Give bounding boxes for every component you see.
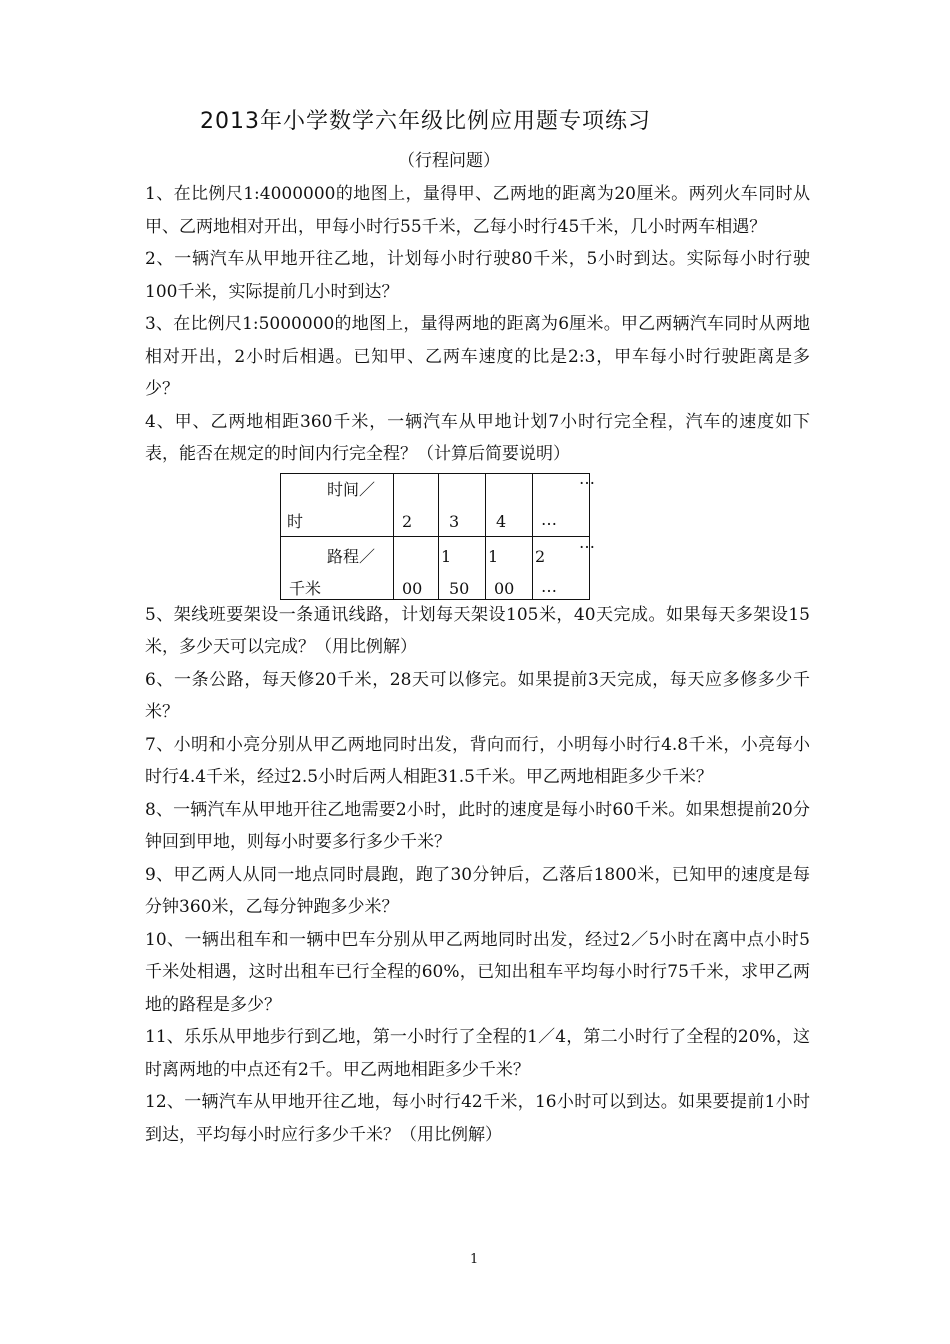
- table-cell: 2 …: [533, 536, 590, 599]
- problem-7: 7、小明和小亮分别从甲乙两地同时出发，背向而行，小明每小时行4.8千米，小亮每小时行4.4千米，经过2.5小时后两人相距31.5千米。甲乙两地相距多少千米？: [145, 734, 810, 787]
- problem-10: 10、一辆出租车和一辆中巴车分别从甲乙两地同时出发，经过2／5小时在离中点小时5千米处相遇，这时出租车已行全程的60%，已知出租车平均每小时行75千米，求甲乙两地的路程是多少？: [145, 929, 810, 1015]
- problem-list: [145, 178, 810, 1151]
- table-cell: 1 00: [486, 536, 533, 599]
- table-row-time: [281, 473, 590, 536]
- speed-table: [280, 473, 590, 600]
- table-cell: 3: [439, 473, 486, 536]
- table-cell: 2: [394, 473, 439, 536]
- problem-9: 9、甲乙两人从同一地点同时晨跑，跑了30分钟后，乙落后1800米，已知甲的速度是每分钟360米，乙每分钟跑多少米？: [145, 864, 810, 917]
- page-number: 1: [470, 1252, 479, 1267]
- problem-2: 2、一辆汽车从甲地开往乙地，计划每小时行驶80千米，5小时到达。实际每小时行驶100千米，实际提前几小时到达？: [145, 249, 810, 302]
- problem-12: 12、一辆汽车从甲地开往乙地，每小时行42千米，16小时可以到达。如果要提前1小时到达，平均每小时应行多少千米？（用比例解）: [145, 1092, 810, 1145]
- table-cell: 00: [394, 536, 439, 599]
- table-cell: …: [533, 473, 590, 536]
- table-cell: 4: [486, 473, 533, 536]
- table-cell-distance-label: 路程／ 千米: [281, 536, 394, 599]
- problem-11: 11、乐乐从甲地步行到乙地，第一小时行了全程的1／4，第二小时行了全程的20%，这时离两地的中点还有2千。甲乙两地相距多少千米？: [145, 1027, 810, 1080]
- problem-3: 3、在比例尺1:5000000的地图上，量得两地的距离为6厘米。甲乙两辆汽车同时从两地相对开出，2小时后相遇。已知甲、乙两车速度的比是2:3，甲车每小时行驶距离是多少？: [145, 314, 810, 399]
- table-cell-time-label: 时间／ 时: [281, 473, 394, 536]
- table-edge-mark: …: [579, 468, 595, 488]
- problem-8: 8、一辆汽车从甲地开往乙地需要2小时，此时的速度是每小时60千米。如果想提前20分钟回到甲地，则每小时要多行多少千米？: [145, 799, 810, 852]
- page-subtitle: （行程问题）: [398, 151, 500, 171]
- table-edge-mark: …: [579, 532, 595, 552]
- table-cell: 1 50: [439, 536, 486, 599]
- table-row-distance: [281, 536, 590, 599]
- problem-6: 6、一条公路，每天修20千米，28天可以修完。如果提前3天完成，每天应多修多少千米？: [145, 669, 810, 722]
- problem-4: 4、甲、乙两地相距360千米，一辆汽车从甲地计划7小时行完全程，汽车的速度如下表，能否在规定的时间内行完全程？（计算后简要说明）: [145, 411, 810, 464]
- page-title: 2013年小学数学六年级比例应用题专项练习: [200, 109, 651, 134]
- speed-table-wrapper: [145, 468, 810, 599]
- problem-1: 1、在比例尺1:4000000的地图上，量得甲、乙两地的距离为20厘米。两列火车同时从甲、乙两地相对开出，甲每小时行55千米，乙每小时行45千米，几小时两车相遇？: [145, 184, 810, 237]
- problem-5: 5、架线班要架设一条通讯线路，计划每天架设105米，40天完成。如果每天多架设15米，多少天可以完成？（用比例解）: [145, 604, 810, 657]
